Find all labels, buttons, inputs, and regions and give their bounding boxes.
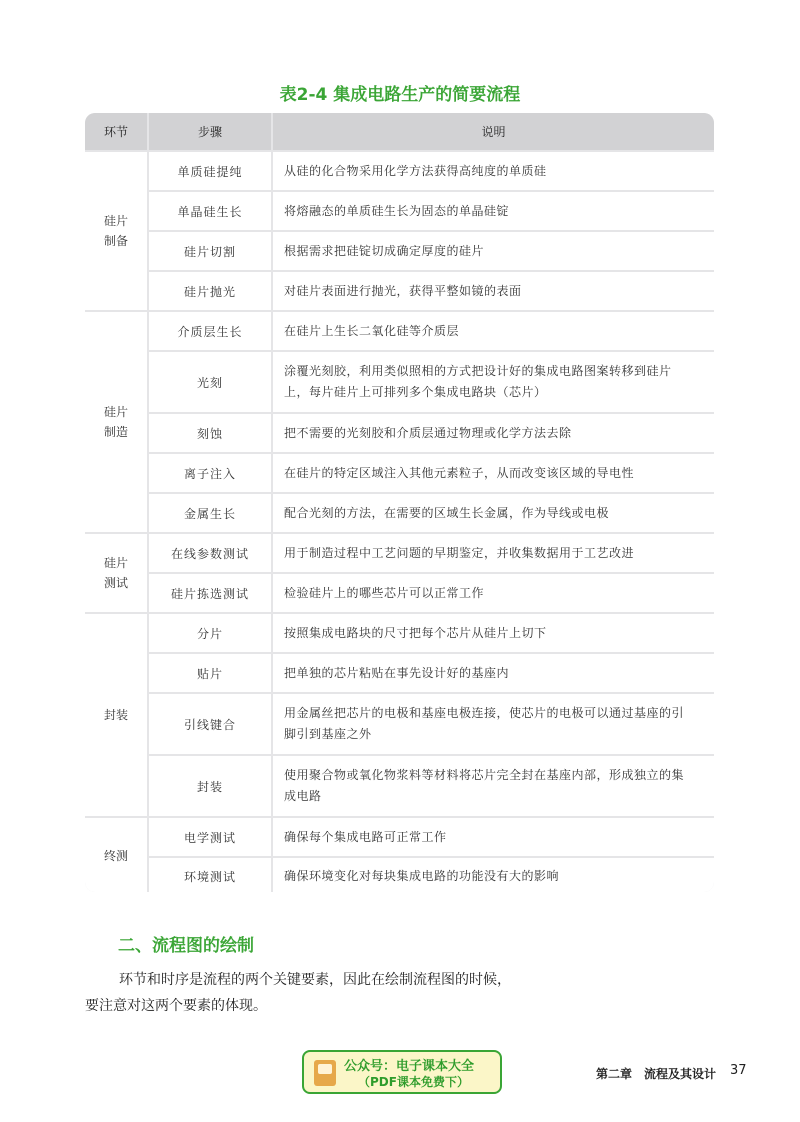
- step-cell: 金属生长: [149, 494, 271, 532]
- description-cell: 在硅片的特定区域注入其他元素粒子，从而改变该区域的导电性: [273, 454, 714, 492]
- step-cell: 引线键合: [149, 694, 271, 754]
- description-cell: 将熔融态的单质硅生长为固态的单晶硅锭: [273, 192, 714, 230]
- description-cell: 用金属丝把芯片的电极和基座电极连接，使芯片的电极可以通过基座的引脚引到基座之外: [273, 694, 714, 754]
- watermark-line-1: 公众号：电子课本大全: [344, 1059, 475, 1074]
- table-title: 表2-4 集成电路生产的简要流程: [279, 85, 521, 105]
- footer-chapter: 第二章 流程及其设计: [596, 1067, 717, 1081]
- paragraph-line-2: 要注意对这两个要素的体现。: [85, 998, 267, 1014]
- step-cell: 刻蚀: [149, 414, 271, 452]
- step-cell: 介质层生长: [149, 312, 271, 350]
- header-description: 说明: [273, 113, 714, 150]
- description-cell: 确保环境变化对每块集成电路的功能没有大的影响: [273, 858, 714, 892]
- stage-cell: [85, 312, 147, 532]
- step-cell: 在线参数测试: [149, 534, 271, 572]
- stage-cell: [85, 152, 147, 310]
- watermark-badge: [302, 1050, 502, 1094]
- description-cell: 把单独的芯片粘贴在事先设计好的基座内: [273, 654, 714, 692]
- step-cell: 单质硅提纯: [149, 152, 271, 190]
- stage-label-line: 封装: [103, 708, 128, 722]
- description-cell: 使用聚合物或氧化物浆料等材料将芯片完全封在基座内部，形成独立的集成电路: [273, 756, 714, 816]
- book-icon: [314, 1060, 336, 1086]
- body-paragraph: [85, 967, 645, 1019]
- stage-label-line: 制造: [103, 425, 128, 439]
- step-cell: 封装: [149, 756, 271, 816]
- watermark-line-2: （PDF课本免费下）: [358, 1075, 469, 1089]
- description-cell: 对硅片表面进行抛光，获得平整如镜的表面: [273, 272, 714, 310]
- step-cell: 硅片拣选测试: [149, 574, 271, 612]
- description-cell: 确保每个集成电路可正常工作: [273, 818, 714, 856]
- stage-label-line: 硅片: [103, 556, 128, 570]
- description-cell: 从硅的化合物采用化学方法获得高纯度的单质硅: [273, 152, 714, 190]
- stage-label-line: 测试: [103, 576, 128, 590]
- step-cell: 电学测试: [149, 818, 271, 856]
- description-cell: 用于制造过程中工艺问题的早期鉴定，并收集数据用于工艺改进: [273, 534, 714, 572]
- description-cell: 按照集成电路块的尺寸把每个芯片从硅片上切下: [273, 614, 714, 652]
- stage-label-line: 硅片: [103, 214, 128, 228]
- header-stage: 环节: [85, 113, 147, 150]
- section-heading: 二、流程图的绘制: [118, 936, 254, 956]
- step-cell: 光刻: [149, 352, 271, 412]
- stage-cell: [85, 614, 147, 816]
- stage-cell: [85, 534, 147, 612]
- step-cell: 贴片: [149, 654, 271, 692]
- step-cell: 离子注入: [149, 454, 271, 492]
- stage-label-line: 终测: [103, 849, 128, 863]
- stage-label-line: 硅片: [103, 405, 128, 419]
- process-table: [85, 113, 714, 892]
- description-cell: 配合光刻的方法，在需要的区域生长金属，作为导线或电极: [273, 494, 714, 532]
- step-cell: 硅片抛光: [149, 272, 271, 310]
- description-cell: 在硅片上生长二氧化硅等介质层: [273, 312, 714, 350]
- description-cell: 检验硅片上的哪些芯片可以正常工作: [273, 574, 714, 612]
- description-cell: 根据需求把硅锭切成确定厚度的硅片: [273, 232, 714, 270]
- step-cell: 分片: [149, 614, 271, 652]
- description-cell: 把不需要的光刻胶和介质层通过物理或化学方法去除: [273, 414, 714, 452]
- header-step: 步骤: [149, 113, 271, 150]
- stage-label-line: 制备: [103, 234, 128, 248]
- step-cell: 环境测试: [149, 858, 271, 892]
- step-cell: 单晶硅生长: [149, 192, 271, 230]
- paragraph-line-1: 环节和时序是流程的两个关键要素，因此在绘制流程图的时候，: [119, 972, 511, 988]
- description-cell: 涂覆光刻胶，利用类似照相的方式把设计好的集成电路图案转移到硅片上，每片硅片上可排列多个集成电路块（芯片）: [273, 352, 714, 412]
- step-cell: 硅片切割: [149, 232, 271, 270]
- stage-cell: [85, 818, 147, 892]
- page-number: 37: [730, 1063, 747, 1078]
